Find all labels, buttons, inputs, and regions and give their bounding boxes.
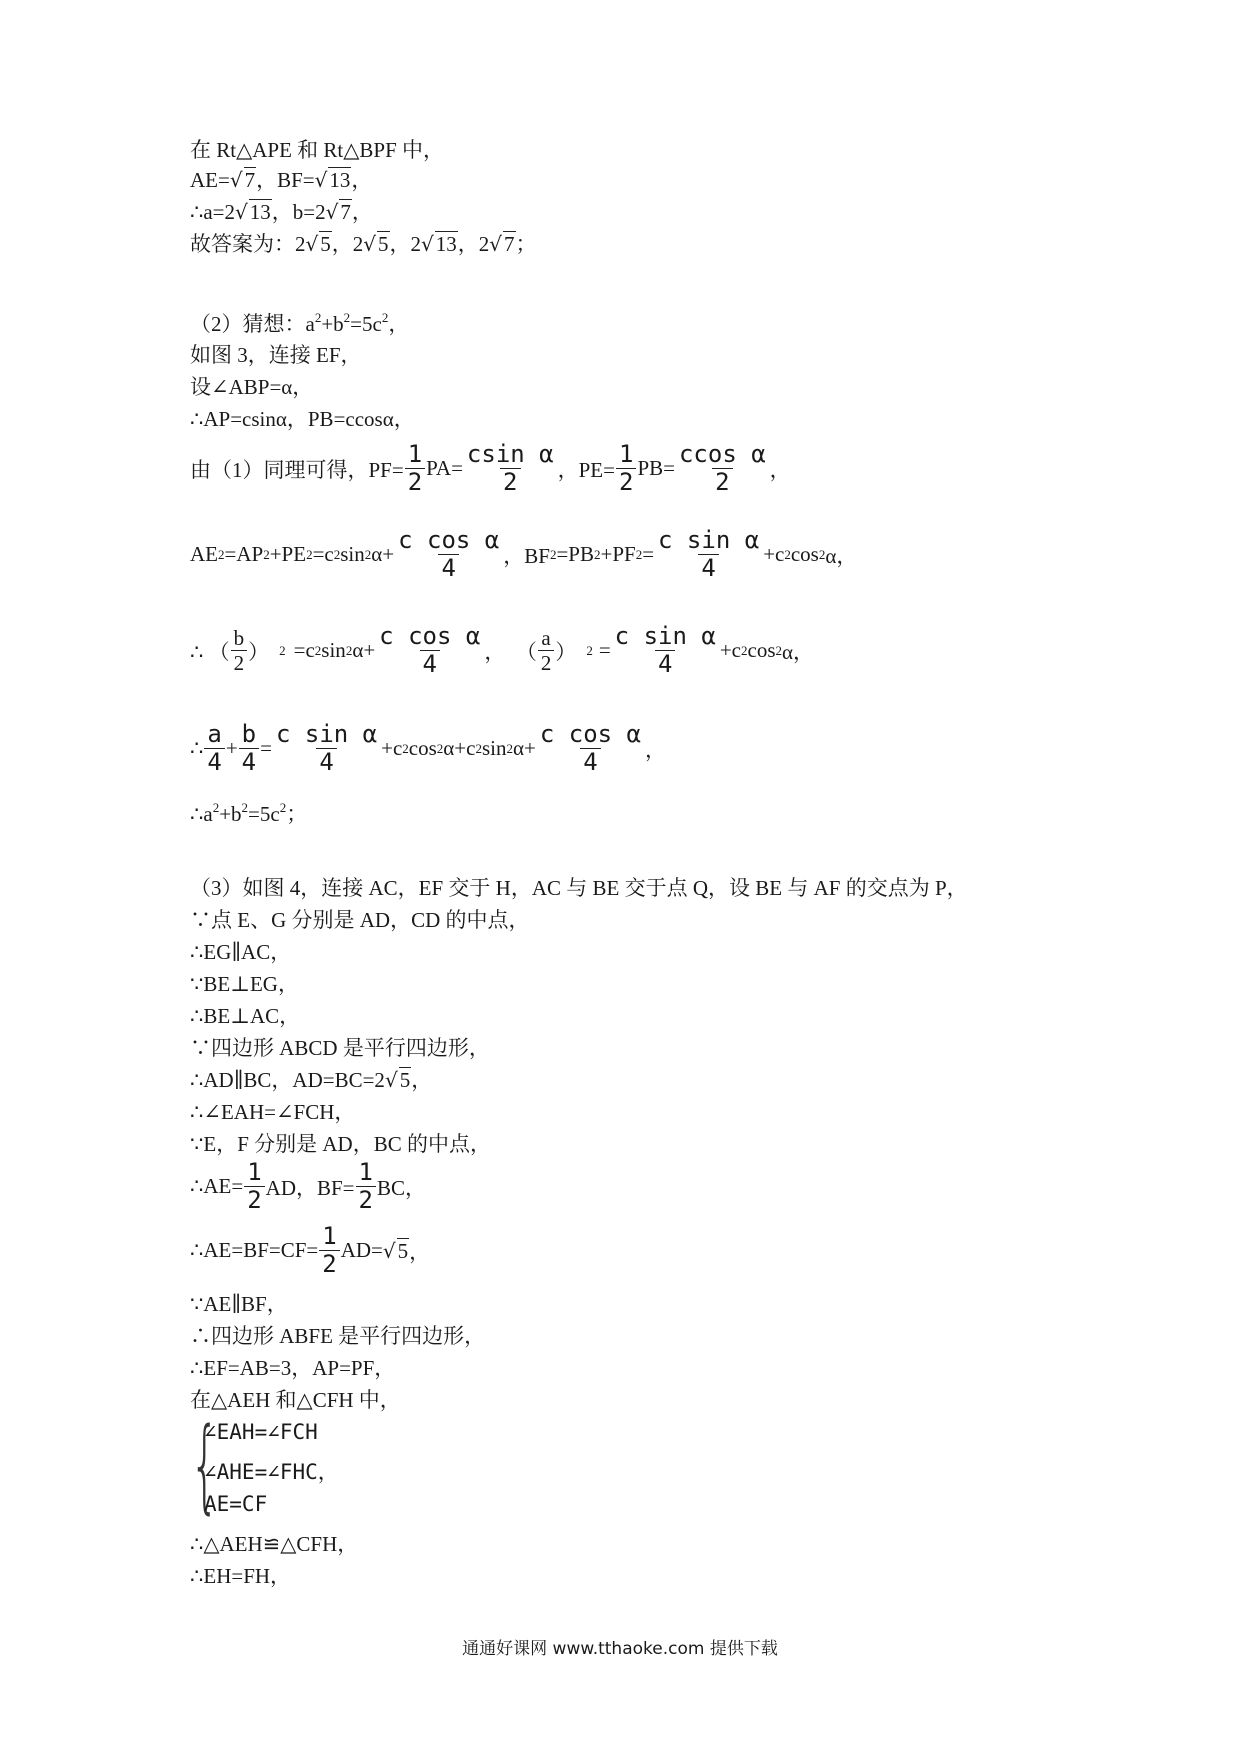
system-row-3: AE=CF: [204, 1492, 268, 1516]
text-line-19: ∵四边形 ABCD 是平行四边形，: [190, 1036, 490, 1060]
text-line-26: ∴四边形 ABFE 是平行四边形，: [190, 1324, 486, 1348]
text-line-15: ∵点 E、G 分别是 AD，CD 的中点，: [190, 908, 530, 932]
text-line-18: ∴BE⊥AC，: [190, 1004, 301, 1028]
text-line-11: ∴ （ $\frac{b}{2}$ ） 2 =c 2 sin 2 α+ $\frac{\text{c cos α}}{4}$ ， （ $\frac{a}{2}$ ） 2 = $\frac{\text{c sin α}}{4}$ +c 2 cos 2 α，: [190, 622, 815, 679]
text-line-6: 如图 3，连接 EF，: [190, 343, 362, 367]
text-line-25: ∵AE∥BF，: [190, 1292, 288, 1316]
text-line-2: AE=√7，BF=√13，: [190, 168, 373, 192]
text-line-7: 设∠ABP=α，: [190, 375, 314, 399]
text-line-21: ∴∠EAH=∠FCH，: [190, 1100, 356, 1124]
text-line-27: ∴EF=AB=3，AP=PF，: [190, 1356, 396, 1380]
fraction-half: $\frac{1}{2}$: [244, 1160, 264, 1213]
answer-line: 故答案为：2√5，2√5，2√13，2√7；: [190, 232, 537, 256]
text-line-1: 在 Rt△APE 和 Rt△BPF 中，: [190, 138, 445, 162]
text-line-24: ∴AE=BF=CF= $\frac{1}{2}$ AD= √ 5 ，: [190, 1222, 431, 1279]
text-line-30: ∴EH=FH，: [190, 1564, 292, 1588]
equation-system: [190, 1406, 450, 1526]
system-row-2: ∠AHE=∠FHC，: [204, 1460, 339, 1484]
text-line-12: ∴ $\frac{a}{4}$ + $\frac{b}{4}$ = $\frac{\text{c sin α}}{4}$ +c 2 cos 2 α+c 2 sin 2 α+ $\frac{\text{c cos α}}{4}$ ，: [190, 720, 666, 777]
fraction-b-over-2: $\frac{b}{2}$: [231, 627, 248, 674]
text-line-17: ∵BE⊥EG，: [190, 972, 299, 996]
fraction-half: $\frac{1}{2}$: [616, 442, 636, 495]
text-line-13: $\therefore a^2+b^2=5c^2$；: [190, 800, 308, 826]
part3-intro: （3）如图 4，连接 AC，EF 交于 H，AC 与 BE 交于点 Q，设 BE 与 AF 的交点为 P，: [190, 876, 968, 900]
fraction-half: $\frac{1}{2}$: [319, 1224, 339, 1277]
fraction-c2sin2: $\frac{\text{c sin α}}{4}$: [614, 622, 716, 679]
fraction-c2cos2: $\frac{\text{c cos α}}{4}$: [539, 720, 641, 777]
system-row-1: ∠EAH=∠FCH: [204, 1420, 318, 1444]
text-line-20: ∴AD∥BC，AD=BC=2√5，: [190, 1068, 433, 1092]
text-line-22: ∵E，F 分别是 AD，BC 的中点，: [190, 1132, 491, 1156]
fraction-a2-over-4: $\frac{a}{4}$: [204, 722, 224, 775]
fraction-c2sin2: $\frac{\text{c sin α}}{4}$: [658, 526, 760, 583]
text-line-16: ∴EG∥AC，: [190, 940, 292, 964]
fraction-a-over-2: $\frac{a}{2}$: [538, 627, 555, 674]
text-line-8: ∴AP=csinα，PB=ccosα，: [190, 407, 415, 431]
fraction-c2sin2: $\frac{\text{c sin α}}{4}$: [275, 720, 378, 777]
fraction-b2-over-4: $\frac{b}{4}$: [239, 722, 259, 775]
part2-guess: （2）猜想：$a^2+b^2=5c^2$，: [190, 310, 410, 336]
text-line-23: ∴AE= $\frac{1}{2}$ AD，BF= $\frac{1}{2}$ BC，: [190, 1158, 426, 1215]
footer-source: 通通好课网 www.tthaoke.com 提供下载: [462, 1639, 778, 1659]
fraction-half: $\frac{1}{2}$: [356, 1160, 376, 1213]
text-line-3: ∴a=2√13，b=2√7，: [190, 200, 373, 224]
text-line-10: AE 2 =AP 2 +PE 2 =c 2 sin 2 α+ $\frac{\text{c cos α}}{4}$ ，BF 2 =PB 2 +PF 2 = $\frac{\text{c sin α}}{4}$ +c 2 cos 2 α，: [190, 526, 858, 583]
text-line-28: 在△AEH 和△CFH 中，: [190, 1388, 401, 1412]
fraction-c2cos2: $\frac{\text{c cos α}}{4}$: [398, 526, 500, 583]
fraction-ccos: $\frac{\text{ccos α}}{2}$: [678, 440, 766, 497]
text-line-29: ∴△AEH≌△CFH，: [190, 1532, 359, 1556]
left-brace-icon: {: [190, 1406, 220, 1525]
fraction-csin: $\frac{\text{csin α}}{2}$: [466, 440, 554, 497]
fraction-c2cos2: $\frac{\text{c cos α}}{4}$: [379, 622, 481, 679]
text-line-9: 由（1）同理可得，PF= $\frac{1}{2}$ PA= $\frac{\text{csin α}}{2}$ ，PE= $\frac{1}{2}$ PB= $\frac{\text{ccos α}}{2}$ ，: [190, 440, 791, 497]
fraction-half: $\frac{1}{2}$: [405, 442, 425, 495]
